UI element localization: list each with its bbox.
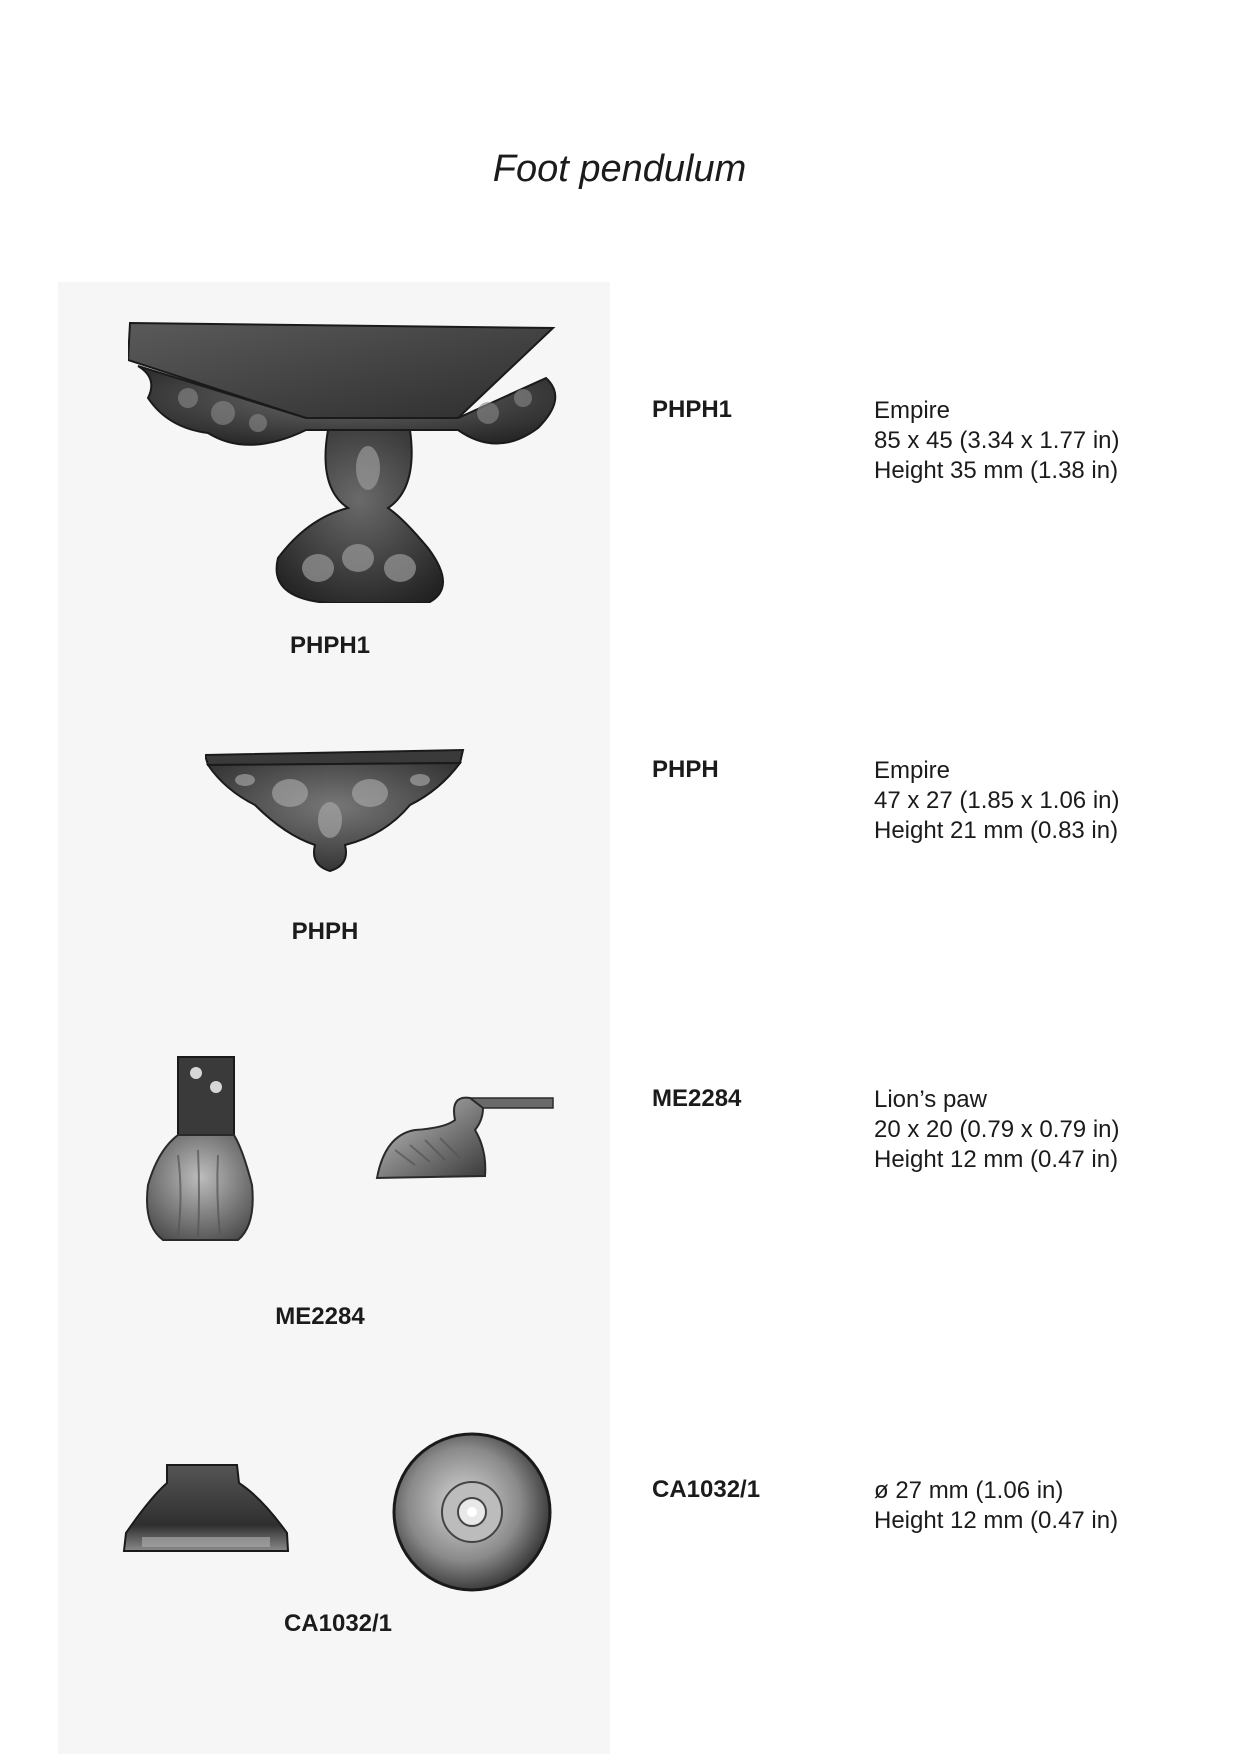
product-code: PHPH	[652, 756, 719, 783]
product-code: ME2284	[652, 1085, 742, 1112]
product-code: CA1032/1	[652, 1476, 761, 1503]
product-style: Empire	[874, 757, 951, 784]
product-code: PHPH1	[652, 396, 733, 423]
product-caption: CA1032/1	[283, 1610, 393, 1637]
product-caption: PHPH1	[289, 632, 371, 659]
product-height: Height 35 mm (1.38 in)	[874, 457, 1119, 484]
product-caption: PHPH	[291, 918, 359, 945]
product-style: Empire	[874, 397, 951, 424]
product-dimensions: ø 27 mm (1.06 in)	[874, 1477, 1064, 1504]
product-description	[874, 396, 1119, 486]
phph-photo	[205, 745, 465, 875]
product-height: Height 12 mm (0.47 in)	[874, 1146, 1119, 1173]
phph1-photo	[128, 318, 568, 603]
product-description	[874, 1085, 1119, 1175]
product-height: Height 12 mm (0.47 in)	[874, 1507, 1119, 1534]
product-caption: ME2284	[275, 1303, 365, 1330]
product-description	[874, 756, 1119, 846]
product-dimensions: 85 x 45 (3.34 x 1.77 in)	[874, 427, 1120, 454]
me2284-side-photo	[375, 1090, 555, 1182]
product-dimensions: 20 x 20 (0.79 x 0.79 in)	[874, 1116, 1120, 1143]
product-style: Lion’s paw	[874, 1086, 987, 1113]
product-description	[874, 1476, 1118, 1536]
me2284-front-photo	[138, 1055, 258, 1245]
page-title: Foot pendulum	[492, 148, 747, 190]
ca1032-top-photo	[390, 1430, 555, 1595]
ca1032-side-photo	[122, 1463, 290, 1555]
product-dimensions: 47 x 27 (1.85 x 1.06 in)	[874, 787, 1120, 814]
product-height: Height 21 mm (0.83 in)	[874, 817, 1119, 844]
